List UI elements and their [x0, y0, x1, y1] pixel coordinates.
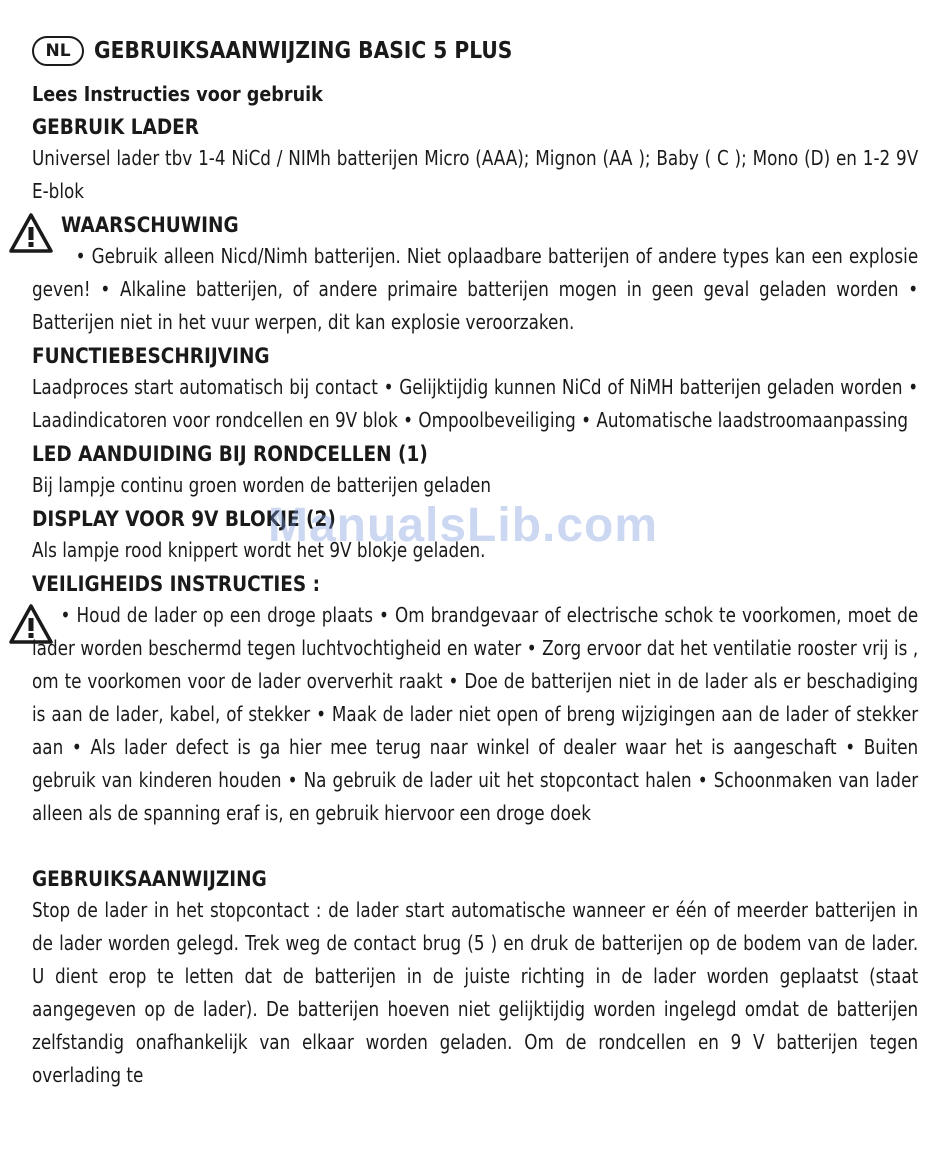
document-page	[32, 26, 918, 1092]
section-heading: GEBRUIK LADER	[32, 115, 200, 139]
section-text: Bij lampje continu groen worden de batterijen geladen	[32, 473, 492, 497]
section-heading: WAARSCHUWING	[61, 213, 239, 237]
section-waarschuwing	[32, 210, 918, 339]
section-led	[32, 439, 918, 502]
section-gebruik	[32, 112, 918, 208]
section-heading: GEBRUIKSAANWIJZING	[32, 867, 267, 891]
section-text: Laadproces start automatisch bij contact • Gelijktijdig kunnen NiCd of NiMH batterijen geladen worden • Laadindicatoren voor rondcellen en 9V blok • Ompoolbeveiliging • Automatische laadstroomaanpassing	[32, 375, 919, 432]
section-text: Universel lader tbv 1-4 NiCd / NIMh batterijen Micro (AAA); Mignon (AA ); Baby ( C ); Mono (D) en 1-2 9V E-blok	[32, 146, 919, 203]
section-gebruiksaanwijzing	[32, 864, 918, 1092]
page-title: GEBRUIKSAANWIJZING BASIC 5 PLUS	[94, 38, 513, 64]
section-text: Stop de lader in het stopcontact : de lader start automatische wanneer er één of meerder batterijen in de lader worden gelegd. Trek weg de contact brug (5 ) en druk de batterijen op de bodem van de lader. U dient erop te letten dat de batterijen in de juiste richting in de lader worden geplaatst (staat aangegeven op de lader). De batterijen hoeven niet gelijktijdig worden ingelegd omdat de batterijen zelfstandig onafhankelijk van elkaar worden geladen. Om de rondcellen en 9 V batterijen tegen overlading te	[32, 898, 919, 1087]
section-text: • Houd de lader op een droge plaats • Om brandgevaar of electrische schok te voorkomen, moet de lader worden beschermd tegen luchtvochtigheid en water • Zorg ervoor dat het ventilatie rooster vrij is , om te voorkomen voor de lader oververhit raakt • Doe de batterijen niet in de lader als er beschadiging is aan de lader, kabel, of stekker • Maak de lader niet open of breng wijzigingen aan de lader of stekker aan • Als lader defect is ga hier mee terug naar winkel of dealer waar het is aangeschaft • Buiten gebruik van kinderen houden • Na gebruik de lader uit het stopcontact halen • Schoonmaken van lader alleen als de spanning eraf is, en gebruik hiervoor een droge doek	[32, 603, 919, 825]
section-text: Als lampje rood knippert wordt het 9V blokje geladen.	[32, 538, 486, 562]
section-heading: FUNCTIEBESCHRIJVING	[32, 344, 270, 368]
section-heading: VEILIGHEIDS INSTRUCTIES :	[32, 572, 320, 596]
section-heading: DISPLAY VOOR 9V BLOKJE (2)	[32, 507, 336, 531]
section-functie	[32, 341, 918, 437]
section-veiligheid	[32, 569, 918, 830]
watermark: ManualsLib.com	[268, 499, 659, 552]
title-row	[32, 26, 918, 76]
language-badge: NL	[32, 36, 84, 66]
section-heading: LED AANDUIDING BIJ RONDCELLEN (1)	[32, 442, 428, 466]
subtitle: Lees Instructies voor gebruik	[32, 82, 323, 106]
section-display	[32, 504, 918, 567]
section-text: • Gebruik alleen Nicd/Nimh batterijen. Niet oplaadbare batterijen of andere types kan een explosie geven! • Alkaline batterijen, of andere primaire batterijen mogen in geen geval geladen worden • Batterijen niet in het vuur werpen, dit kan explosie veroorzaken.	[32, 244, 919, 334]
